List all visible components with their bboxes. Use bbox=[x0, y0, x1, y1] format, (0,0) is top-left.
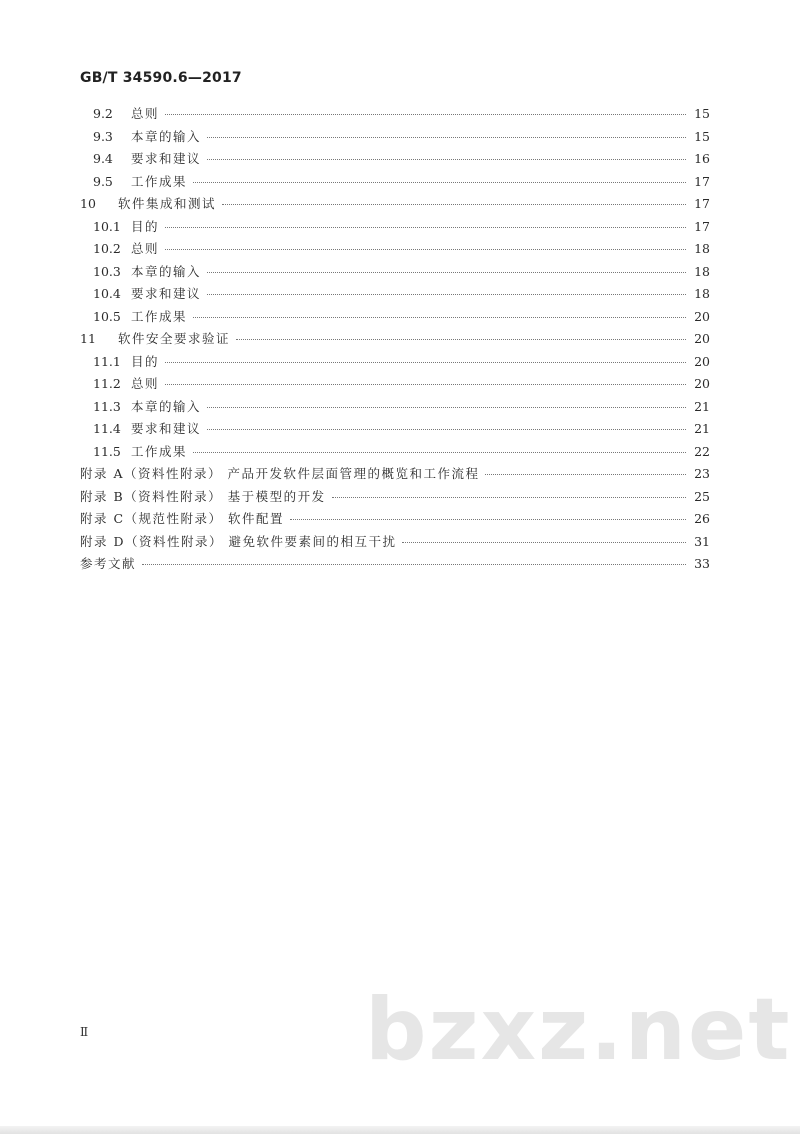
toc-entry-page: 20 bbox=[694, 308, 710, 324]
toc-entry-number: 11.1 bbox=[93, 353, 121, 369]
toc-entry-page: 18 bbox=[694, 241, 710, 256]
toc-entry[interactable] bbox=[80, 239, 710, 262]
toc-dot-leader bbox=[485, 473, 686, 475]
toc-entry-number: 9.5 bbox=[93, 173, 113, 189]
toc-entry[interactable] bbox=[80, 307, 710, 330]
toc-entry[interactable] bbox=[80, 262, 710, 285]
toc-entry-page: 20 bbox=[694, 376, 710, 391]
toc-dot-leader bbox=[207, 428, 686, 430]
toc-entry-number: 11.3 bbox=[93, 398, 121, 414]
toc-entry-number: 11.5 bbox=[93, 443, 121, 459]
toc-entry-title: 本章的输入 bbox=[131, 263, 202, 279]
table-of-contents bbox=[80, 104, 710, 577]
toc-entry-page: 18 bbox=[694, 286, 710, 301]
toc-dot-leader bbox=[165, 383, 686, 385]
standard-id-header: GB/T 34590.6—2017 bbox=[80, 70, 242, 86]
toc-entry[interactable] bbox=[80, 172, 710, 195]
toc-entry-number: 10.5 bbox=[93, 308, 121, 324]
toc-entry-title: 附录 B（资料性附录） 基于模型的开发 bbox=[80, 488, 326, 504]
toc-entry-page: 31 bbox=[694, 533, 710, 549]
toc-dot-leader bbox=[165, 361, 686, 363]
toc-entry-page: 15 bbox=[694, 106, 710, 121]
toc-entry-page: 15 bbox=[694, 128, 710, 144]
page-number-footer: Ⅱ bbox=[80, 1025, 89, 1039]
toc-dot-leader bbox=[142, 563, 686, 565]
toc-dot-leader bbox=[193, 181, 686, 183]
toc-entry-title: 工作成果 bbox=[131, 443, 188, 459]
toc-entry-title: 要求和建议 bbox=[131, 151, 202, 166]
toc-entry-title: 总则 bbox=[131, 376, 160, 391]
toc-entry-number: 10.1 bbox=[93, 218, 121, 234]
toc-entry-title: 要求和建议 bbox=[131, 286, 202, 301]
toc-entry-title: 工作成果 bbox=[131, 173, 188, 189]
toc-dot-leader bbox=[290, 518, 686, 520]
toc-dot-leader bbox=[165, 248, 686, 250]
toc-entry-page: 25 bbox=[694, 488, 710, 504]
toc-entry[interactable] bbox=[80, 149, 710, 172]
toc-entry-title: 本章的输入 bbox=[131, 128, 202, 144]
toc-dot-leader bbox=[207, 136, 686, 138]
toc-entry-title: 本章的输入 bbox=[131, 398, 202, 414]
toc-entry[interactable] bbox=[80, 554, 710, 577]
watermark: bzxz.net bbox=[365, 980, 792, 1080]
toc-entry-number: 9.3 bbox=[93, 128, 113, 144]
toc-dot-leader bbox=[193, 451, 686, 453]
toc-entry[interactable] bbox=[80, 464, 710, 487]
toc-entry[interactable] bbox=[80, 194, 710, 217]
toc-entry-number: 11.2 bbox=[93, 376, 121, 391]
toc-entry-title: 附录 C（规范性附录） 软件配置 bbox=[80, 511, 285, 526]
toc-entry[interactable] bbox=[80, 442, 710, 465]
toc-entry-page: 20 bbox=[694, 331, 710, 346]
toc-entry-title: 要求和建议 bbox=[131, 421, 202, 436]
toc-entry[interactable] bbox=[80, 397, 710, 420]
toc-entry-page: 33 bbox=[694, 556, 710, 571]
toc-entry[interactable] bbox=[80, 217, 710, 240]
toc-entry-page: 23 bbox=[694, 466, 710, 481]
toc-dot-leader bbox=[165, 226, 686, 228]
toc-entry-number: 11 bbox=[80, 331, 96, 346]
toc-entry-page: 17 bbox=[694, 173, 710, 189]
toc-entry[interactable] bbox=[80, 487, 710, 510]
toc-entry-title: 参考文献 bbox=[80, 556, 137, 571]
toc-entry[interactable] bbox=[80, 509, 710, 532]
toc-entry-title: 总则 bbox=[131, 241, 160, 256]
toc-entry[interactable] bbox=[80, 532, 710, 555]
toc-entry-title: 附录 D（资料性附录） 避免软件要素间的相互干扰 bbox=[80, 533, 397, 549]
toc-entry-number: 10.4 bbox=[93, 286, 121, 301]
toc-entry-page: 20 bbox=[694, 353, 710, 369]
toc-dot-leader bbox=[222, 203, 686, 205]
toc-dot-leader bbox=[193, 316, 686, 318]
toc-entry[interactable] bbox=[80, 284, 710, 307]
toc-dot-leader bbox=[207, 406, 686, 408]
toc-dot-leader bbox=[236, 338, 686, 340]
toc-dot-leader bbox=[207, 293, 686, 295]
toc-entry[interactable] bbox=[80, 104, 710, 127]
toc-dot-leader bbox=[207, 271, 686, 273]
toc-entry-number: 10.3 bbox=[93, 263, 121, 279]
toc-entry-title: 目的 bbox=[131, 353, 160, 369]
toc-entry-number: 9.2 bbox=[93, 106, 113, 121]
toc-entry-title: 目的 bbox=[131, 218, 160, 234]
toc-entry-number: 9.4 bbox=[93, 151, 113, 166]
toc-entry-title: 软件安全要求验证 bbox=[118, 331, 231, 346]
toc-dot-leader bbox=[165, 113, 686, 115]
toc-entry-page: 17 bbox=[694, 218, 710, 234]
toc-entry-number: 10.2 bbox=[93, 241, 121, 256]
toc-dot-leader bbox=[332, 496, 686, 498]
toc-dot-leader bbox=[402, 541, 686, 543]
page-bottom-edge bbox=[0, 1126, 800, 1134]
toc-entry-page: 18 bbox=[694, 263, 710, 279]
toc-entry-title: 软件集成和测试 bbox=[118, 196, 217, 211]
toc-entry-page: 17 bbox=[694, 196, 710, 211]
toc-entry[interactable] bbox=[80, 374, 710, 397]
toc-entry[interactable] bbox=[80, 419, 710, 442]
toc-entry-number: 10 bbox=[80, 196, 96, 211]
toc-entry[interactable] bbox=[80, 329, 710, 352]
toc-entry-page: 21 bbox=[694, 421, 710, 436]
toc-entry-number: 11.4 bbox=[93, 421, 121, 436]
toc-entry-page: 16 bbox=[694, 151, 710, 166]
toc-entry[interactable] bbox=[80, 127, 710, 150]
toc-entry[interactable] bbox=[80, 352, 710, 375]
toc-entry-page: 21 bbox=[694, 398, 710, 414]
toc-entry-page: 22 bbox=[694, 443, 710, 459]
toc-entry-page: 26 bbox=[694, 511, 710, 526]
toc-entry-title: 总则 bbox=[131, 106, 160, 121]
toc-dot-leader bbox=[207, 158, 686, 160]
toc-entry-title: 附录 A（资料性附录） 产品开发软件层面管理的概览和工作流程 bbox=[80, 466, 480, 481]
toc-entry-title: 工作成果 bbox=[131, 308, 188, 324]
